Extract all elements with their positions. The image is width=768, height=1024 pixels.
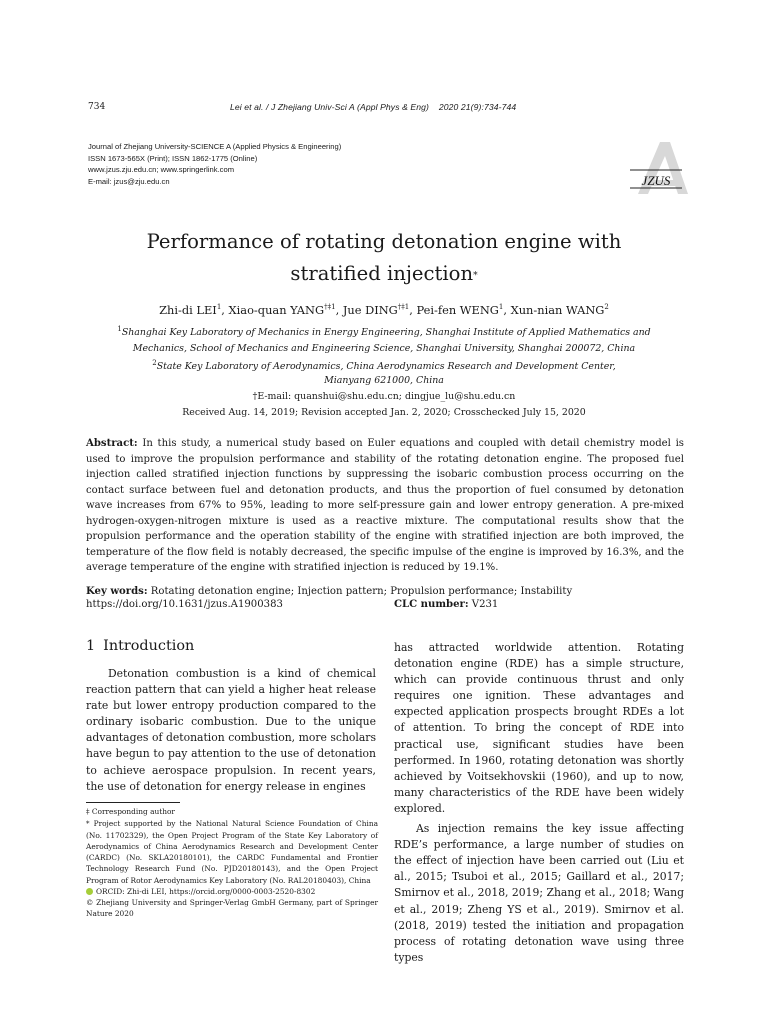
orcid-icon [86, 888, 93, 895]
affiliation-2-line-2: Mianyang 621000, China [324, 375, 444, 386]
keywords-text: Rotating detonation engine; Injection pattern; Propulsion performance; Instability [150, 586, 573, 597]
paper-title [60, 226, 708, 290]
author-name: Pei-fen WENG [416, 303, 499, 317]
journal-websites: www.jzus.zju.edu.cn; www.springerlink.com [88, 165, 235, 175]
journal-email: E-mail: jzus@zju.edu.cn [88, 176, 170, 186]
jzus-logo-text: JZUS [641, 173, 671, 188]
intro-paragraph-1: Detonation combustion is a kind of chemical reaction pattern that can yield a higher heat release rate but lower entropy production compared to the ordinary isobaric combustion. Due to the unique advantages of detonation combustion, more scholars have begun to pay attention to the use of detonation to achieve aerospace propulsion. In recent years, the use of detonation for energy release in engines [86, 667, 376, 793]
author-list: Zhi-di LEI$^1$, Xiao-quan YANG$^{\dagger\ddagger 1}$, Jue DING$^{\dagger\ddagger 1}$, Pei-fen WENG$^1$, Xun-nian WANG$^2$ [159, 303, 609, 317]
footnote-copyright: © Zhejiang University and Springer-Verlag GmbH Germany, part of Springer Nature 2020 [86, 897, 379, 918]
journal-name: Journal of Zhejiang University-SCIENCE A (Applied Physics & Engineering) [88, 142, 342, 151]
section-heading-introduction [86, 638, 194, 654]
footnote-project: * Project supported by the National Natural Science Foundation of China (No. 11702329), the Open Project Program of the State Key Laboratory of Aerodynamics of China Aerodynamics Research and Development Center (CARDC) (No. SKLA20180101), the CARDC Fundamental and Frontier Technology Research Fund (No. PJD20180143), and the Open Project Program of Rotor Aerodynamics Key Laboratory (No. RAL20180403), China [86, 819, 378, 885]
abstract-text: In this study, a numerical study based on Euler equations and coupled with detail chemistry model is used to improve the propulsion performance and stability of the rotating detonation engine. The proposed fuel injection called stratified injection functions by suppressing the isobaric combustion process occurring on the contact surface between fuel and detonation products, and thus the proportion of fuel consumed by detonation wave increases from 67% to 95%, leading to more self-pressure gain and lower entropy generation. A pre-mixed hydrogen-oxygen-nitrogen mixture is used as a reactive mixture. The computational results show that the propulsion performance and the operation stability of the engine with stratified injection are both improved, the temperature of the flow field is notably decreased, the specific impulse of the engine is improved by 16.3%, and the average temperature of the engine with stratified injection is reduced by 19.1%. [86, 438, 684, 573]
footnote-orcid: ORCID: Zhi-di LEI, https://orcid.org/0000-0003-2520-8302 [86, 886, 378, 897]
title-line-1: Performance of rotating detonation engine with [146, 230, 622, 253]
column-right [394, 640, 684, 966]
author-affiliation: 1 [498, 303, 504, 312]
copyright-icon: © [86, 897, 94, 907]
footnotes [86, 806, 378, 919]
running-head [88, 102, 680, 116]
keywords-label: Key words: [86, 586, 148, 597]
author-affiliation: 1 [216, 303, 222, 312]
doi-row [86, 599, 684, 610]
jzus-logo [620, 140, 690, 196]
affiliation-1-line-2: Mechanics, School of Mechanics and Engineering Science, Shanghai University, Shanghai 200072, China [132, 343, 636, 354]
author-name: Xiao-quan YANG [228, 303, 325, 317]
author-affiliation: †‡1 [397, 303, 410, 312]
column-left [86, 666, 376, 795]
received-dates: Received Aug. 14, 2019; Revision accepted Jan. 2, 2020; Crosschecked July 15, 2020 [182, 407, 586, 418]
abstract-label: Abstract: [86, 438, 138, 449]
footnote-divider [86, 802, 180, 803]
title-line-2: stratified injection* [290, 262, 478, 285]
affiliation-2-line-1: $^2$State Key Laboratory of Aerodynamics, China Aerodynamics Research and Development Center, [152, 359, 616, 373]
section-title: Introduction [103, 638, 195, 654]
running-title: Lei et al. / J Zhejiang Univ-Sci A (Appl Phys & Eng) 2020 21(9):734-744 [230, 102, 517, 112]
abstract [86, 436, 684, 576]
journal-info [88, 141, 448, 187]
author-affiliation: †‡1 [324, 303, 336, 312]
clc-number: CLC number: V231 [394, 599, 499, 610]
author-affiliation: 2 [604, 303, 609, 312]
journal-issn: ISSN 1673-565X (Print); ISSN 1862-1775 (Online) [88, 153, 258, 163]
author-name: Zhi-di LEI [159, 303, 217, 317]
corresponding-email: †E-mail: quanshui@shu.edu.cn; dingjue_lu@shu.edu.cn [252, 391, 516, 402]
affiliation-1-line-1: $^1$Shanghai Key Laboratory of Mechanics in Energy Engineering, Shanghai Institute of Applied Mathematics and [117, 325, 651, 339]
title-footnote-marker: * [473, 271, 478, 281]
author-name: Jue DING [342, 303, 398, 317]
intro-paragraph-2: As injection remains the key issue affecting RDE’s performance, a large number of studies on the effect of injection have been carried out (Liu et al., 2015; Tsuboi et al., 2015; Gaillard et al., 2017; Smirnov et al., 2018, 2019; Zhang et al., 2018; Wang et al., 2019; Zheng YS et al., 2019). Smirnov et al. (2018, 2019) tested the initiation and propagation process of rotating detonation wave using three types [394, 822, 685, 964]
keywords [86, 584, 684, 600]
section-number: 1 [86, 638, 96, 654]
author-name: Xun-nian WANG [510, 303, 605, 317]
page-number: 734 [88, 102, 106, 112]
doi-link[interactable]: https://doi.org/10.1631/jzus.A1900383 [86, 599, 283, 610]
intro-paragraph-1-continued: has attracted worldwide attention. Rotating detonation engine (RDE) has a simple structure, which can provide continuous thrust and only requires one ignition. These advantages and expected application prospects brought RDEs a lot of attention. To bring the concept of RDE into practical use, significant studies have been performed. In 1960, rotating detonation was shortly achieved by Voitsekhovskii (1960), and up to now, many characteristics of the RDE have been widely explored. [394, 641, 684, 815]
footnote-corresponding: ‡ Corresponding author [86, 807, 175, 816]
